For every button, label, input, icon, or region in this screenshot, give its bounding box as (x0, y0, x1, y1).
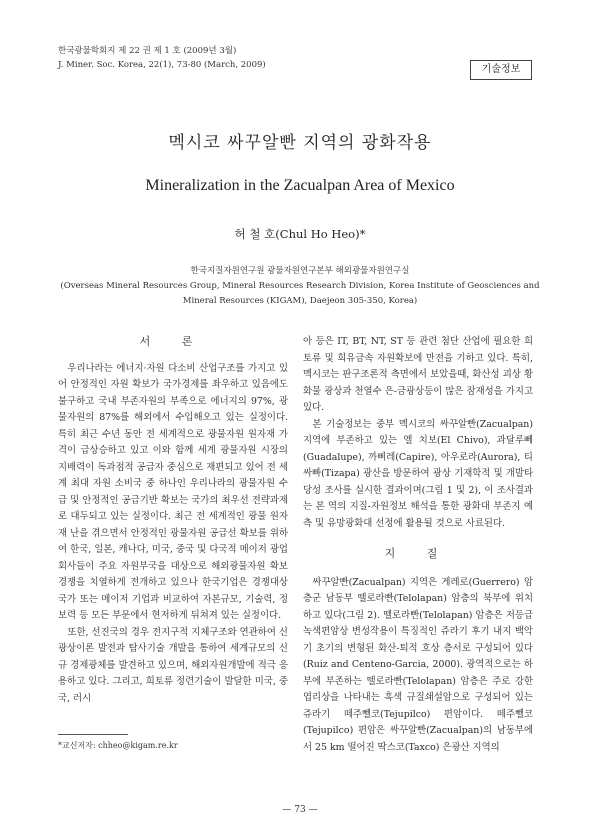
page-number: — 73 — (282, 805, 318, 815)
affiliation-korean: 한국지질자원연구원 광물자원연구본부 해외광물자원연구실 (190, 266, 410, 276)
affiliation (58, 264, 542, 309)
category-badge: 기술정보 (470, 60, 532, 80)
intro-paragraph-4: 본 기술정보는 중부 멕시코의 싸꾸알빤(Zacualpan) 지역에 부존하고 있는 엘 치보(El Chivo), 과달루뻬(Guadalupe), 까삐레(Capire), 아우로라(Aurora), 티싸빠(Tizapa) 광산을 방문하여 광상 기재학적 및 개발타당성 조사를 실시한 결과이며(그림 1 및 2), 이 조사결과는 본 역의 지질-자원정보 해석을 통한 광화대 부존지 예측 및 유망광화대 선정에 활용될 것으로 사료된다. (303, 418, 533, 529)
intro-paragraph-2: 또한, 선진국의 경우 전지구적 지체구조와 연관하여 신광상이론 발전과 탐사기술 개발을 통하여 세계규모의 신규 경제광체를 발견하고 있으며, 해외자원개발에 적극 응용하고 있다. 그리고, 희토류 정련기술이 발달한 미국, 중국, 러시 (58, 626, 288, 704)
intro-paragraph-3: 아 등은 IT, BT, NT, ST 등 관련 첨단 산업에 필요한 희토류 및 희유금속 자원확보에 만전을 기하고 있다. 특히, 멕시코는 판구조론적 측면에서 보았을때, 화산성 괴상 황화물 광상과 천열수 은-금광상등이 많은 잠재성을 가지고 있다. (303, 336, 533, 413)
left-column (58, 334, 288, 707)
affiliation-english-line-2: Mineral Resources (KIGAM), Daejeon 305-350, Korea) (182, 296, 418, 306)
geology-paragraph-1: 싸꾸알빤(Zacualpan) 지역은 게레로(Guerrero) 암층군 남동부 뗄로라빤(Telolapan) 암층의 북부에 위치하고 있다(그림 2). 뗄로라빤(Telolapan) 암층은 저등급 녹색편암상 변성작용이 특징적인 쥬라기 후기 내지 백악기 초기의 변형된 화산-퇴적 호상 층서로 구성되어 있다(Ruiz and Centeno-Garcia, 2000). 광역적으로는 하부에 부존하는 뗄로라빤(Telolapan) 암층은 주로 강한 엽리상을 나타내는 흑색 규질쇄설암으로 구성되어 있는 쥬라기 떼주뻴코(Tejupilco) 편암이다. 떼주뻴코(Tejupilco) 편암은 싸꾸알빤(Zacualpan)의 남동부에서 25 km 떨어진 딱스코(Taxco) 은광산 지역의 (303, 576, 533, 753)
right-column (303, 334, 533, 756)
affiliation-english-line-1: (Overseas Mineral Resources Group, Mineral Resources Research Division, Korea Institute of Geosciences and (60, 281, 540, 291)
title-english: Mineralization in the Zacualpan Area of Mexico (145, 177, 455, 194)
author-line: 허 철 호(Chul Ho Heo)* (234, 227, 366, 241)
intro-paragraph-1: 우리나라는 에너지·자원 다소비 산업구조를 가지고 있어 안정적인 자원 확보가 국가경제를 좌우하고 있음에도 불구하고 국내 부존자원의 부족으로 에너지의 97%, 광물자원의 87%를 해외에서 수입해오고 있는 실정이다. 특히 최근 수년 동안 전 세계적으로 광물자원 원자재 가격이 급상승하고 있고 이와 함께 세계 광물자원 시장의 지배력이 독과점적 공급자 중심으로 재편되고 있어 전 세계 최대 자원 소비국 중 하나인 우리나라의 광물자원 수급 및 안정적인 공급기반 확보는 국가의 최우선 전략과제로 대두되고 있는 실정이다. 최근 전 세계적인 광물 원자재 난을 겪으면서 안정적인 광물자원 공급선 확보를 위하여 한국, 일본, 캐나다, 미국, 중국 및 다국적 메이저 광업회사들이 주요 자원부국을 대상으로 해외광물자원 확보경쟁을 치열하게 전개하고 있으나 한국기업은 경쟁대상 국가 또는 메이저 기업과 비교하여 자본규모, 기술력, 정보력 등 모든 부문에서 현저하게 뒤쳐져 있는 실정이다. (58, 362, 288, 621)
journal-english: J. Miner. Soc. Korea, 22(1), 73-80 (March, 2009) (58, 60, 266, 70)
journal-korean: 한국광물학회지 제 22 권 제 1 호 (2009년 3월) (58, 46, 237, 56)
footnote-corresponding-author: *교신저자: chheo@kigam.re.kr (58, 741, 178, 750)
title-korean: 멕시코 싸꾸알빤 지역의 광화작용 (168, 133, 432, 153)
geology-heading: 지 질 (384, 547, 452, 560)
footnote-divider (58, 734, 128, 735)
journal-citation (58, 44, 266, 72)
intro-heading: 서 론 (139, 335, 207, 348)
